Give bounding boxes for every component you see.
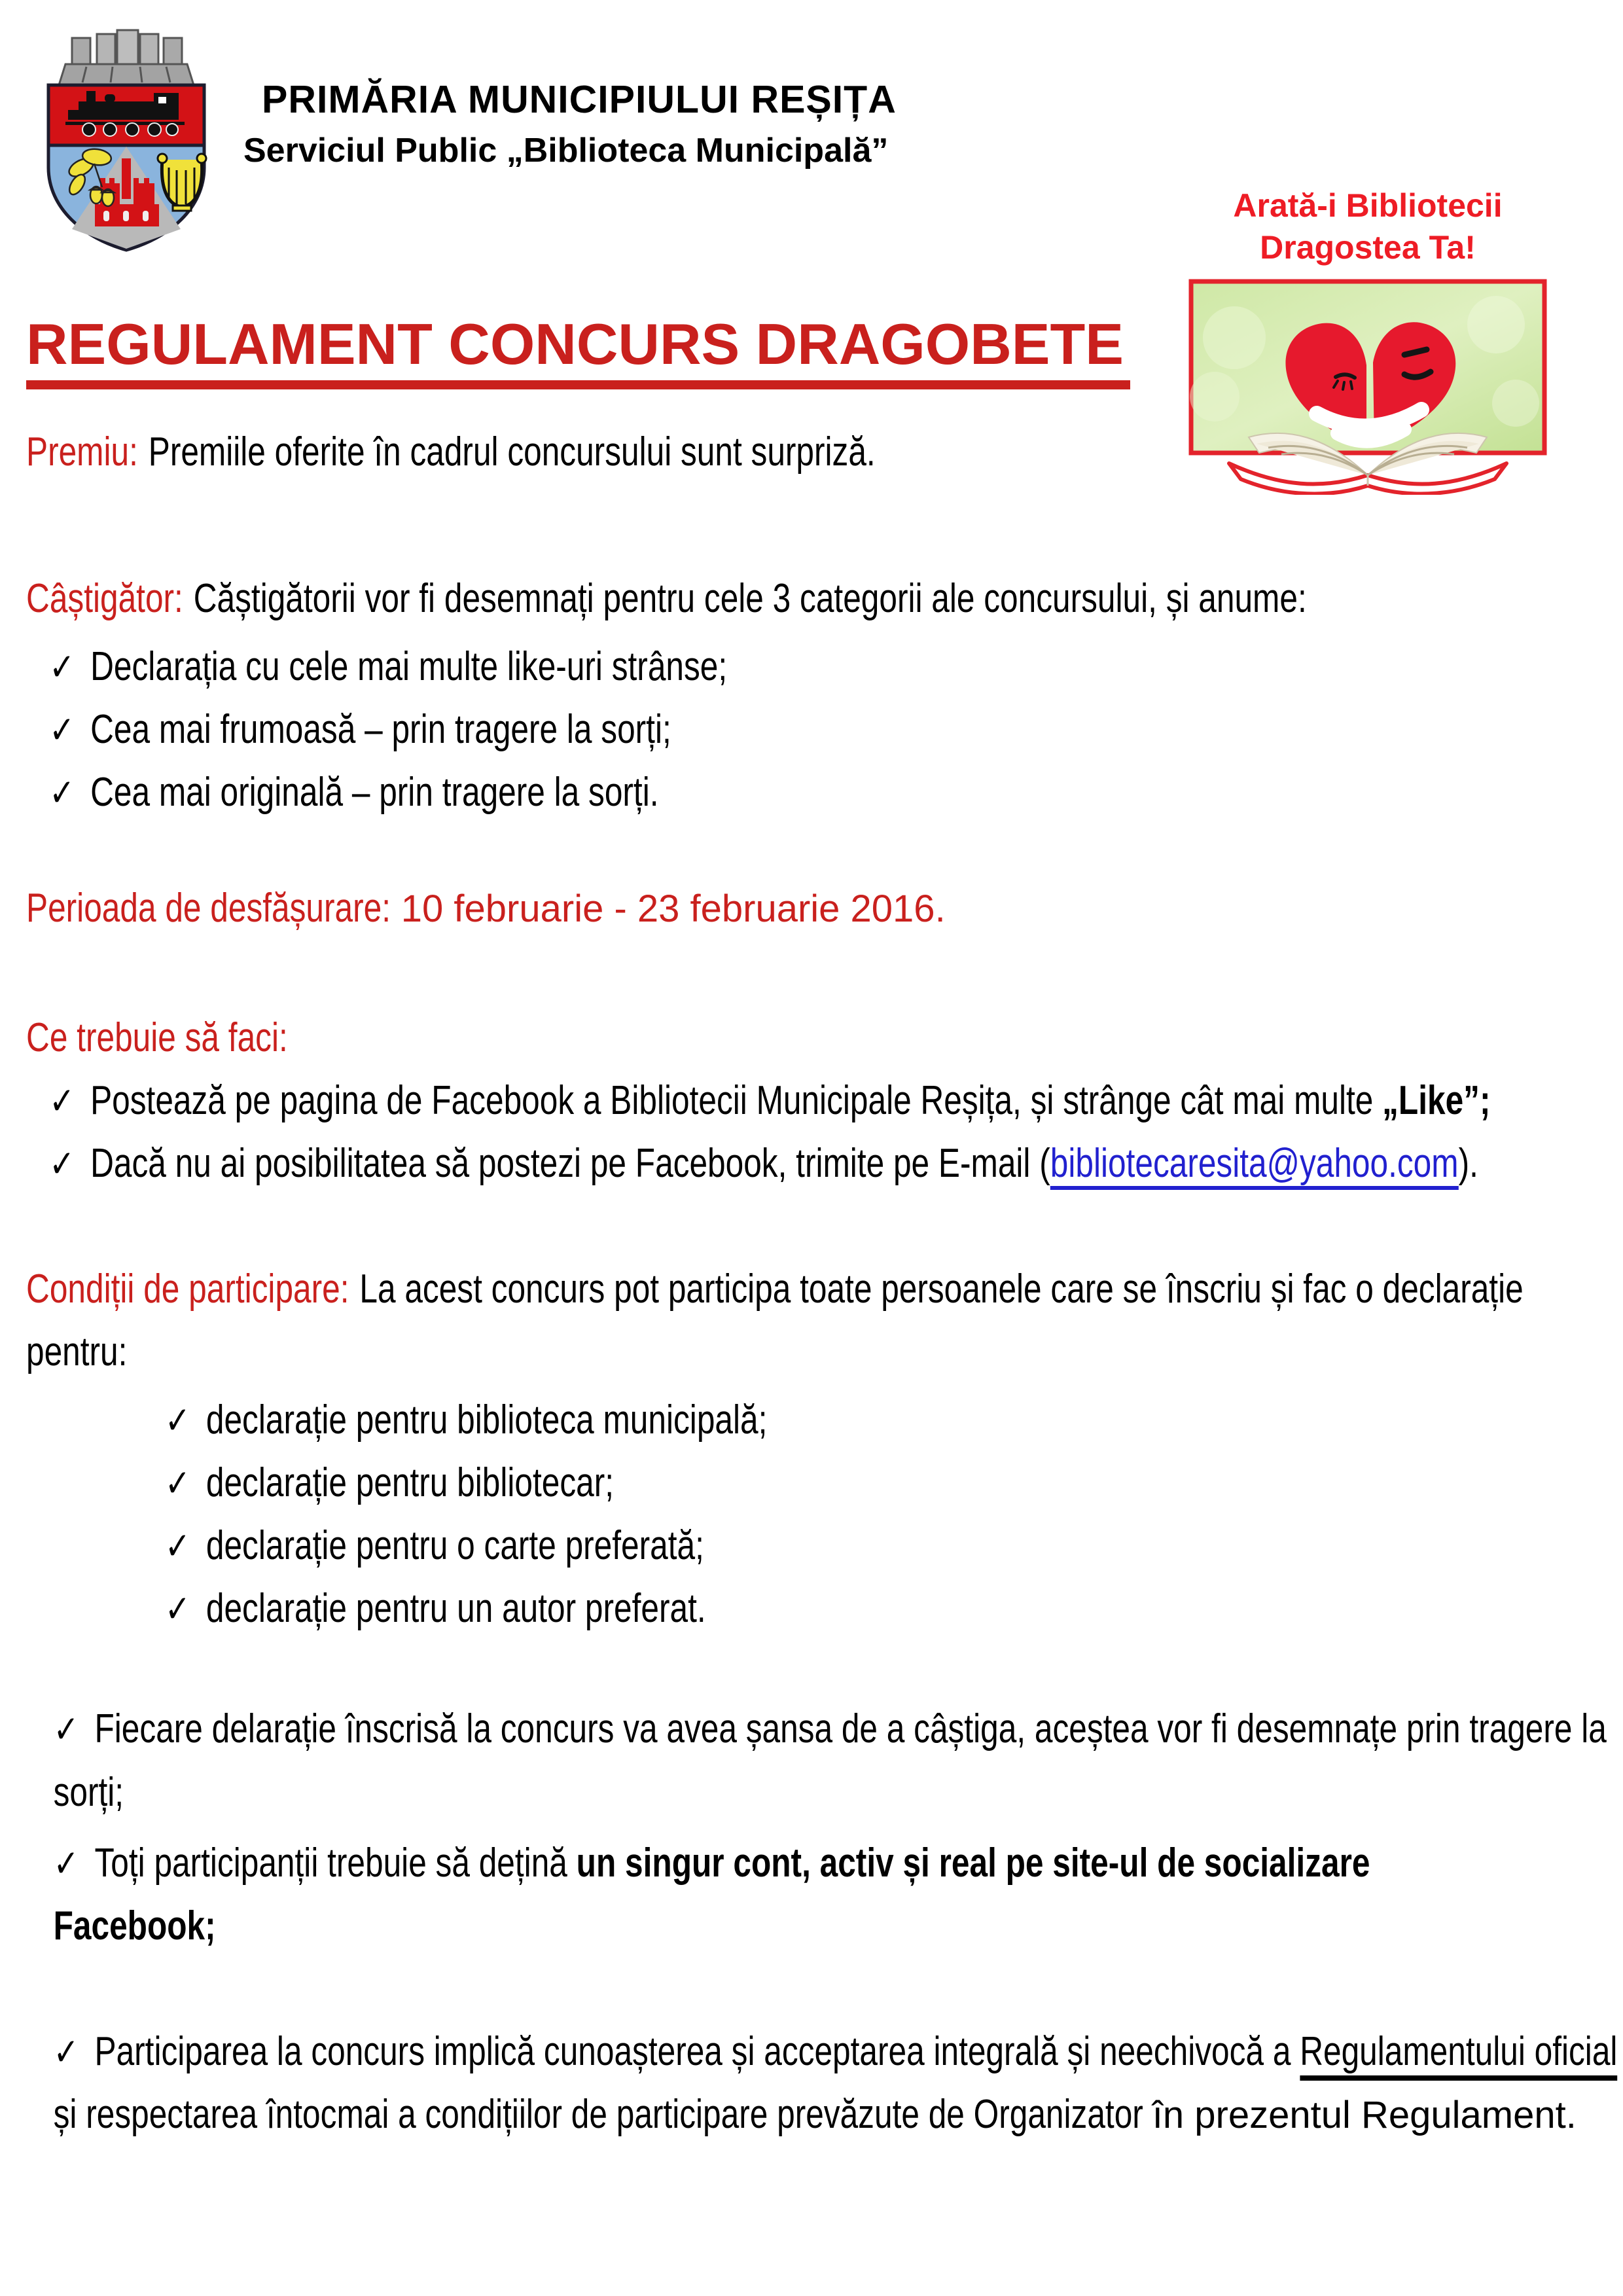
list-item (26, 1452, 1623, 1515)
check-icon: ✓ (49, 645, 75, 690)
premiu-text: Premiile oferite în cadrul concursului sunt surpriză. (148, 429, 876, 475)
conditii-item-2: declarație pentru bibliotecar; (205, 1460, 615, 1506)
list-item (26, 1577, 1623, 1640)
check-icon: ✓ (165, 1461, 190, 1506)
promo-caption (1178, 185, 1558, 268)
castigator-item-1: Declarația cu cele mai multe like-uri strânse; (90, 644, 728, 690)
rule-acceptance-pre: Participarea la concurs implică cunoașterea și acceptarea integrală și neechivocă a (94, 2028, 1300, 2074)
check-icon: ✓ (53, 1840, 79, 1886)
castigator-item-2: Cea mai frumoasă – prin tragere la sorți; (90, 707, 671, 753)
like-bold-text: „Like”; (1382, 1077, 1491, 1123)
rule-account-bold-2: Facebook; (53, 1903, 216, 1948)
org-subtitle: Serviciul Public „Biblioteca Municipală” (243, 132, 889, 170)
conditii-list (26, 1389, 1623, 1640)
list-item-facebook (26, 1069, 1623, 1132)
section-premiu (26, 421, 1623, 484)
rule-acceptance (26, 2020, 1623, 2146)
premiu-label: Premiu: (26, 429, 138, 475)
conditii-item-4: declarație pentru un autor preferat. (205, 1586, 706, 1632)
rule-account-pre: Toți participanții trebuie să dețină (94, 1840, 577, 1886)
section-perioada (26, 877, 1623, 940)
facebook-item-text: Postează pe pagina de Facebook a Bibliotecii Municipale Reșița, și strânge cât mai multe (90, 1077, 1383, 1123)
conditii-intro: La acest concurs pot participa toate persoanele care se înscriu și fac o declarație pentru: (26, 1266, 1524, 1374)
list-item (26, 1389, 1623, 1452)
regulation-underlined-text: Regulamentului oficial (1300, 2029, 1617, 2081)
resita-coat-of-arms (34, 12, 219, 255)
check-icon: ✓ (165, 1587, 190, 1632)
castigator-intro: Căștigătorii vor fi desemnați pentru cele 3 categorii ale concursului, și anume: (193, 576, 1307, 622)
rule-account-bold: un singur cont, activ și real pe site-ul de socializare (576, 1840, 1370, 1886)
rule-account (26, 1832, 1623, 1958)
section-conditii (26, 1258, 1623, 1384)
check-icon: ✓ (165, 1524, 190, 1569)
email-item-pre: Dacă nu ai posibilitatea să postezi pe Facebook, trimite pe E-mail ( (90, 1140, 1050, 1186)
promo-caption-line2: Dragostea Ta! (1260, 229, 1476, 266)
list-item (26, 1515, 1623, 1577)
conditii-label: Condiții de participare: (26, 1266, 349, 1312)
perioada-value: 10 februarie - 23 februarie 2016. (401, 887, 946, 930)
org-header (243, 77, 897, 170)
check-icon: ✓ (49, 1078, 75, 1123)
castigator-label: Câștigător: (26, 576, 183, 622)
castigator-list (26, 636, 1623, 824)
list-item-email (26, 1132, 1623, 1195)
list-item (26, 698, 1623, 761)
promo-caption-line1: Arată-i Bibliotecii (1233, 187, 1503, 224)
section-castigator (26, 567, 1623, 630)
list-item (26, 761, 1623, 824)
doc-title: REGULAMENT CONCURS DRAGOBETE (26, 313, 1130, 389)
org-title: PRIMĂRIA MUNICIPIULUI REȘIȚA (262, 78, 897, 121)
check-icon: ✓ (49, 708, 75, 753)
rule-acceptance-mid: și respectarea întocmai a condițiilor de participare prevăzute de Organizator (53, 2091, 1152, 2137)
email-link[interactable]: bibliotecaresita@yahoo.com (1050, 1141, 1459, 1190)
todo-label: Ce trebuie să faci: (26, 1014, 288, 1060)
check-icon: ✓ (49, 1141, 75, 1186)
todo-list (26, 1069, 1623, 1195)
conditii-item-3: declarație pentru o carte preferată; (205, 1523, 704, 1569)
castigator-item-3: Cea mai originală – prin tragere la sorți. (90, 770, 659, 816)
mural-crown-icon (59, 30, 194, 85)
check-icon: ✓ (53, 2029, 79, 2074)
check-icon: ✓ (165, 1398, 190, 1443)
check-icon: ✓ (49, 770, 75, 816)
rule-chance (26, 1698, 1623, 1823)
check-icon: ✓ (53, 1707, 79, 1752)
rule-acceptance-tail: în prezentul Regulament. (1152, 2093, 1577, 2136)
rule-chance-text: Fiecare delarație înscrisă la concurs va avea șansa de a câștiga, aceștea vor fi desemnațe prin tragere la sorți; (53, 1706, 1607, 1815)
email-item-post: ). (1458, 1140, 1478, 1186)
document-body (26, 313, 1623, 2146)
list-item (26, 636, 1623, 698)
conditii-item-1: declarație pentru biblioteca municipală; (205, 1397, 768, 1443)
perioada-label: Perioada de desfășurare: (26, 885, 391, 931)
